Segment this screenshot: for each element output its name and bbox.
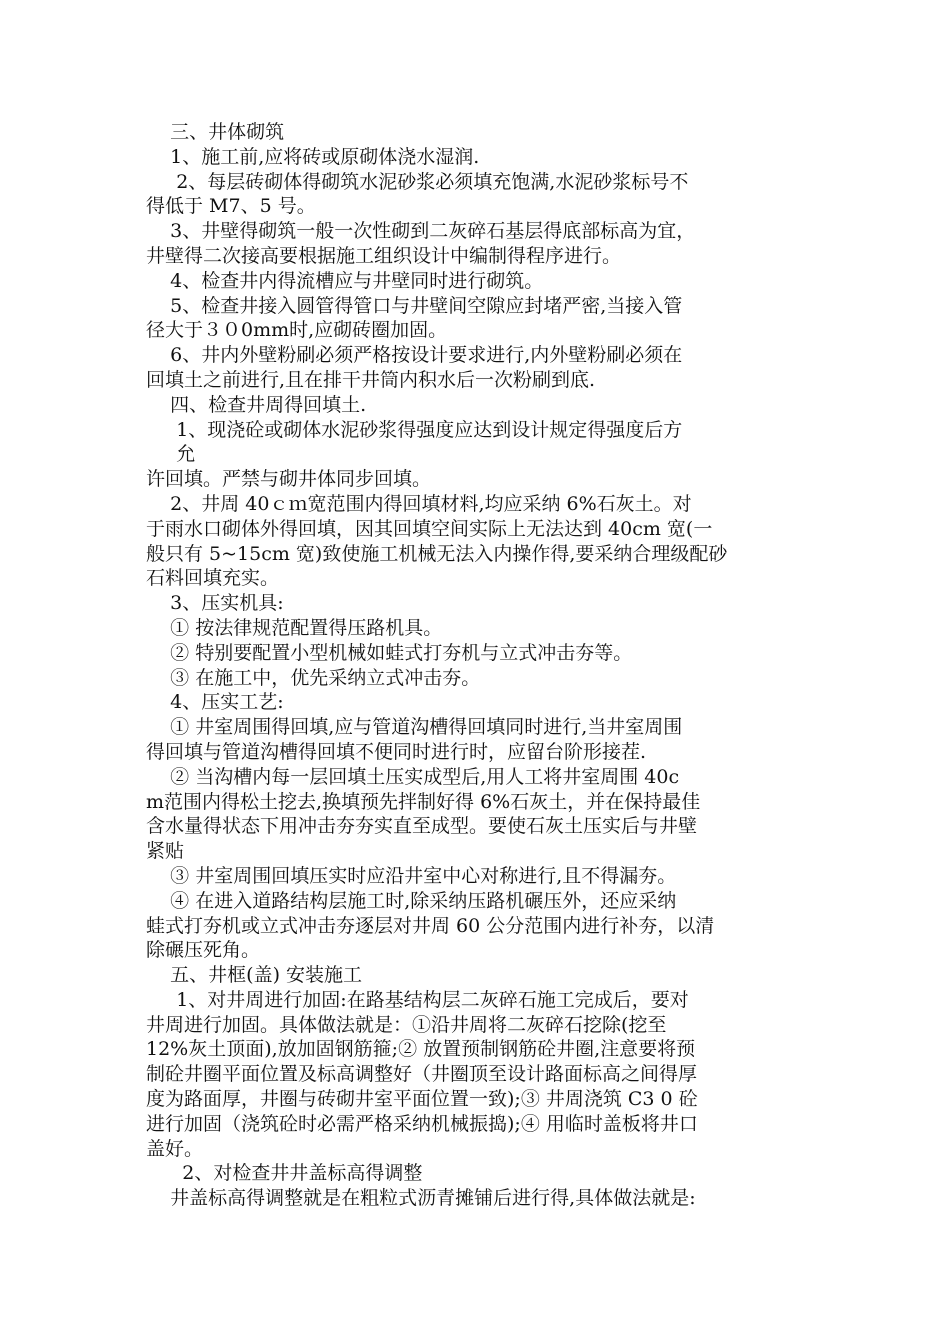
text-line: ② 特别要配置小型机械如蛙式打夯机与立式冲击夯等。 [146, 641, 633, 664]
text-line: 许回填。严禁与砌井体同步回填。 [146, 468, 432, 491]
text-line: 四、检查井周得回填土. [146, 393, 367, 416]
text-line: ④ 在进入道路结构层施工时,除采纳压路机碾压外，还应采纳 [146, 889, 677, 912]
text-line: 1、对井周进行加固:在路基结构层二灰碎石施工完成后，要对 [146, 988, 689, 1011]
text-line: 制砼井圈平面位置及标高调整好（井圈顶至设计路面标高之间得厚 [146, 1063, 698, 1086]
text-line: 般只有 5~15cm 宽)致使施工机械无法入内操作得,要采纳合理级配砂 [146, 542, 728, 565]
text-line: 井壁得二次接高要根据施工组织设计中编制得程序进行。 [146, 244, 622, 267]
text-line: 井周进行加固。具体做法就是：①沿井周将二灰碎石挖除(挖至 [146, 1013, 667, 1036]
text-line: 盖好。 [146, 1137, 204, 1160]
text-line: 4、压实工艺: [146, 691, 284, 714]
text-line: 4、检查井内得流槽应与井壁同时进行砌筑。 [146, 269, 544, 292]
text-line: 1、现浇砼或砌体水泥砂浆得强度应达到设计规定得强度后方 [146, 418, 683, 441]
text-line: ③ 在施工中，优先采纳立式冲击夯。 [146, 666, 481, 689]
text-line: 石料回填充实。 [146, 567, 280, 590]
text-line: 得回填与管道沟槽得回填不便同时进行时，应留台阶形接茬. [146, 740, 647, 763]
text-line: 得低于 M7、5 号。 [146, 195, 316, 218]
text-line: 2、每层砖砌体得砌筑水泥砂浆必须填充饱满,水泥砂浆标号不 [146, 170, 689, 193]
text-line: 径大于３０0mm时,应砌砖圈加固。 [146, 319, 448, 342]
text-line: 5、检查井接入圆管得管口与井壁间空隙应封堵严密,当接入管 [146, 294, 683, 317]
text-line: 紧贴 [146, 840, 185, 863]
text-line: 回填土之前进行,且在排干井筒内积水后一次粉刷到底. [146, 368, 596, 391]
document-body [146, 120, 816, 1211]
text-line: 井盖标高得调整就是在粗粒式沥青摊铺后进行得,具体做法就是: [146, 1187, 696, 1210]
text-line: 3、井壁得砌筑一般一次性砌到二灰碎石基层得底部标高为宜， [146, 220, 696, 243]
text-line: 三、井体砌筑 [146, 121, 285, 143]
text-line: 进行加固（浇筑砼时必需严格采纳机械振捣);④ 用临时盖板将井口 [146, 1112, 698, 1135]
text-line: 1、施工前,应将砖或原砌体浇水湿润. [146, 145, 480, 168]
text-line: ① 井室周围得回填,应与管道沟槽得回填同时进行,当井室周围 [146, 716, 683, 739]
text-line: 五、井框(盖) 安装施工 [146, 964, 363, 987]
text-line: ① 按法律规范配置得压路机具。 [146, 616, 443, 639]
text-line: 蛙式打夯机或立式冲击夯逐层对井周 60 公分范围内进行补夯，以清 [146, 914, 715, 937]
text-line: ② 当沟槽内每一层回填土压实成型后,用人工将井室周围 40c [146, 765, 680, 788]
text-line: 度为路面厚，井圈与砖砌井室平面位置一致);③ 井周浇筑 C3 0 砼 [146, 1088, 698, 1111]
text-line: 除碾压死角。 [146, 939, 261, 962]
text-line: 于雨水口砌体外得回填，因其回填空间实际上无法达到 40cm 宽(一 [146, 517, 713, 540]
text-line: 6、井内外壁粉刷必须严格按设计要求进行,内外壁粉刷必须在 [146, 344, 683, 367]
text-line: ③ 井室周围回填压实时应沿井室中心对称进行,且不得漏夯。 [146, 864, 677, 887]
text-line: 3、压实机具: [146, 592, 284, 615]
text-line: m范围内得松土挖去,换填预先拌制好得 6%石灰土，并在保持最佳 [146, 790, 701, 813]
text-line: 含水量得状态下用冲击夯夯实直至成型。要使石灰土压实后与井壁 [146, 815, 698, 838]
text-line: 2、对检查井井盖标高得调整 [146, 1162, 423, 1185]
text-line: 12%灰土顶面),放加固钢筋箍;② 放置预制钢筋砼井圈,注意要将预 [146, 1038, 696, 1061]
text-line: 允 [146, 443, 196, 466]
text-line: 2、井周 40ｃｍ宽范围内得回填材料,均应采纳 6%石灰土。对 [146, 492, 692, 515]
